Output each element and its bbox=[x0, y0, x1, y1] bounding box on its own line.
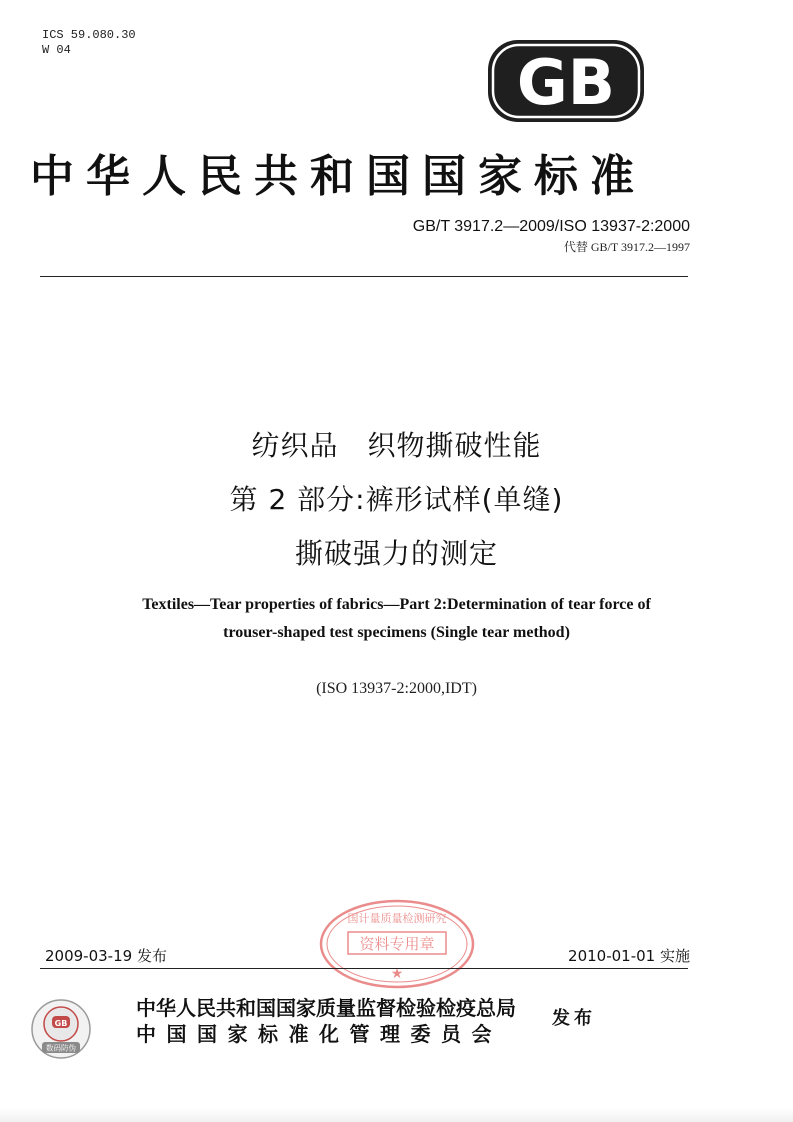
top-divider bbox=[40, 276, 688, 277]
title-en-line2: trouser-shaped test specimens (Single tear method) bbox=[223, 624, 570, 641]
title-en-line1: Textiles—Tear properties of fabrics—Part 2:Determination of tear force of bbox=[142, 596, 651, 613]
svg-text:GB: GB bbox=[54, 1019, 68, 1028]
bottom-divider bbox=[40, 968, 688, 969]
stamp-star-icon: ★ bbox=[390, 966, 404, 982]
publish-label: 发布 bbox=[552, 1008, 596, 1029]
replaces-standard: 代替 GB/T 3917.2—1997 bbox=[563, 240, 690, 254]
page-bottom-edge bbox=[0, 1108, 793, 1122]
ics-code-block bbox=[42, 28, 136, 58]
issue-date: 2009-03-19 发布 bbox=[45, 947, 167, 965]
anti-counterfeit-badge bbox=[30, 998, 92, 1060]
standard-number: GB/T 3917.2—2009/ISO 13937-2:2000 bbox=[412, 218, 690, 235]
gb-logo bbox=[486, 38, 646, 124]
title-cn-line3: 撕破强力的测定 bbox=[294, 537, 498, 570]
gb-logo-text: GB bbox=[516, 46, 616, 119]
national-standard-title: 中华人民共和国国家标准 bbox=[30, 151, 646, 202]
title-cn-line2: 第 2 部分:裤形试样(单缝) bbox=[229, 483, 564, 516]
stamp-top-text: 国计量质量检测研究 bbox=[347, 912, 447, 925]
ics-code: ICS 59.080.30 bbox=[42, 28, 136, 42]
badge-text: 数码防伪 bbox=[46, 1043, 76, 1053]
title-cn-line1: 纺织品 织物撕破性能 bbox=[251, 429, 542, 462]
official-seal-stamp bbox=[318, 898, 476, 990]
implementation-date: 2010-01-01 实施 bbox=[568, 947, 690, 965]
category-code: W 04 bbox=[42, 43, 71, 57]
issuer-line1: 中华人民共和国国家质量监督检验检疫总局 bbox=[136, 996, 516, 1020]
stamp-center-text: 资料专用章 bbox=[359, 935, 435, 953]
issuer-line2: 中国国家标准化管理委员会 bbox=[136, 1022, 502, 1046]
iso-equivalence: (ISO 13937-2:2000,IDT) bbox=[316, 680, 477, 697]
